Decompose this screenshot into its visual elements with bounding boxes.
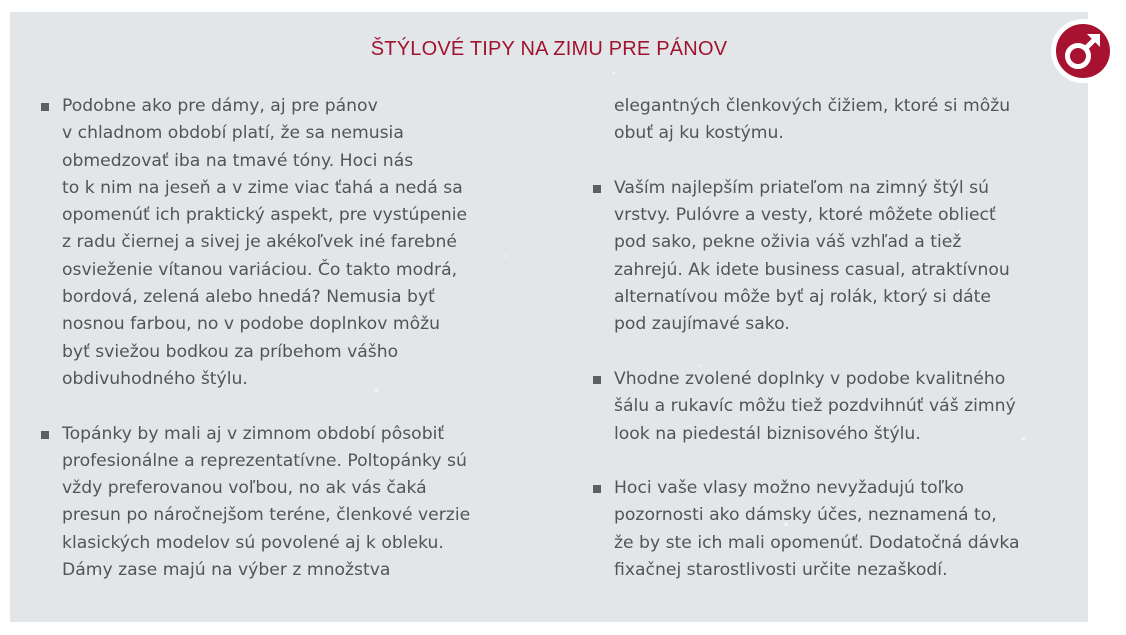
text-line: pozornosti ako dámsky účes, neznamená to, [614,505,997,526]
text-line: obuť aj ku kostýmu. [614,123,784,144]
text-line: vrstvy. Pulóvre a vesty, ktoré môžete obliecť [614,205,996,226]
paragraph-gap [614,148,1084,175]
badge-circle [1056,24,1110,78]
list-item-continuation [614,93,1084,148]
text-line: to k nim na jeseň a v zime viac ťahá a nedá sa [62,177,463,198]
text-line: nosnou farbou, no v podobe doplnkov môžu [62,314,440,335]
text-line: bordová, zelená alebo hnedá? Nemusia byť [62,287,435,308]
text-line: elegantných členkových čižiem, ktoré si môžu [614,96,1011,116]
paragraph-gap [614,339,1084,366]
text-line: Vhodne zvolené doplnky v podobe kvalitného [614,368,1006,389]
text-line: Vaším najlepším priateľom na zimný štýl sú [614,177,989,198]
paragraph-gap [62,393,532,420]
text-line: fixačnej starostlivosti určite nezaškodí. [614,560,948,581]
text-line: obmedzovať iba na tmavé tóny. Hoci nás [62,150,414,171]
text-line: Topánky by mali aj v zimnom období pôsobiť [62,423,445,444]
text-line: pod sako, pekne oživia váš vzhľad a tiež [614,232,962,253]
left-column [62,93,532,584]
text-line: Podobne ako pre dámy, aj pre pánov [62,96,378,116]
text-line: z radu čiernej a sivej je akékoľvek iné farebné [62,232,457,253]
list-item-shoes [62,421,532,585]
text-line: presun po náročnejšom teréne, členkové verzie [62,505,471,526]
text-line: profesionálne a reprezentatívne. Poltopánky sú [62,450,467,471]
list-item-layers [614,175,1084,339]
right-column [614,93,1084,584]
male-badge [1051,19,1115,83]
text-line: obdivuhodného štýlu. [62,368,248,389]
text-line: klasických modelov sú povolené aj k obleku. [62,532,444,553]
square-bullet-icon [41,103,49,111]
square-bullet-icon [593,376,601,384]
list-item-hair [614,475,1084,584]
list-item-accessories [614,366,1084,448]
square-bullet-icon [41,431,49,439]
text-line: šálu a rukavíc môžu tiež pozdvihnúť váš zimný [614,396,1016,417]
text-line: pod zaujímavé sako. [614,314,790,335]
text-line: zahrejú. Ak idete business casual, atraktívnou [614,259,1010,280]
square-bullet-icon [593,485,601,493]
text-line: vždy preferovanou voľbou, no ak vás čaká [62,478,427,499]
male-symbol-icon [1056,24,1110,78]
text-line: alternatívou môže byť aj rolák, ktorý si dáte [614,287,991,308]
text-line: v chladnom období platí, že sa nemusia [62,123,404,144]
text-line: look na piedestál biznisového štýlu. [614,423,921,444]
paragraph-gap [614,448,1084,475]
square-bullet-icon [593,185,601,193]
text-line: byť sviežou bodkou za príbehom vášho [62,341,399,362]
text-line: osvieženie vítanou variáciou. Čo takto modrá, [62,259,458,280]
text-line: že by ste ich mali opomenúť. Dodatočná dávka [614,532,1020,553]
page-title: ŠTÝLOVÉ TIPY NA ZIMU PRE PÁNOV [370,38,728,60]
text-line: Dámy zase majú na výber z množstva [62,560,391,581]
text-line: Hoci vaše vlasy možno nevyžadujú toľko [614,478,964,499]
content-panel [10,12,1088,622]
list-item-colors [62,93,532,393]
text-line: opomenúť ich praktický aspekt, pre vystúpenie [62,205,468,226]
